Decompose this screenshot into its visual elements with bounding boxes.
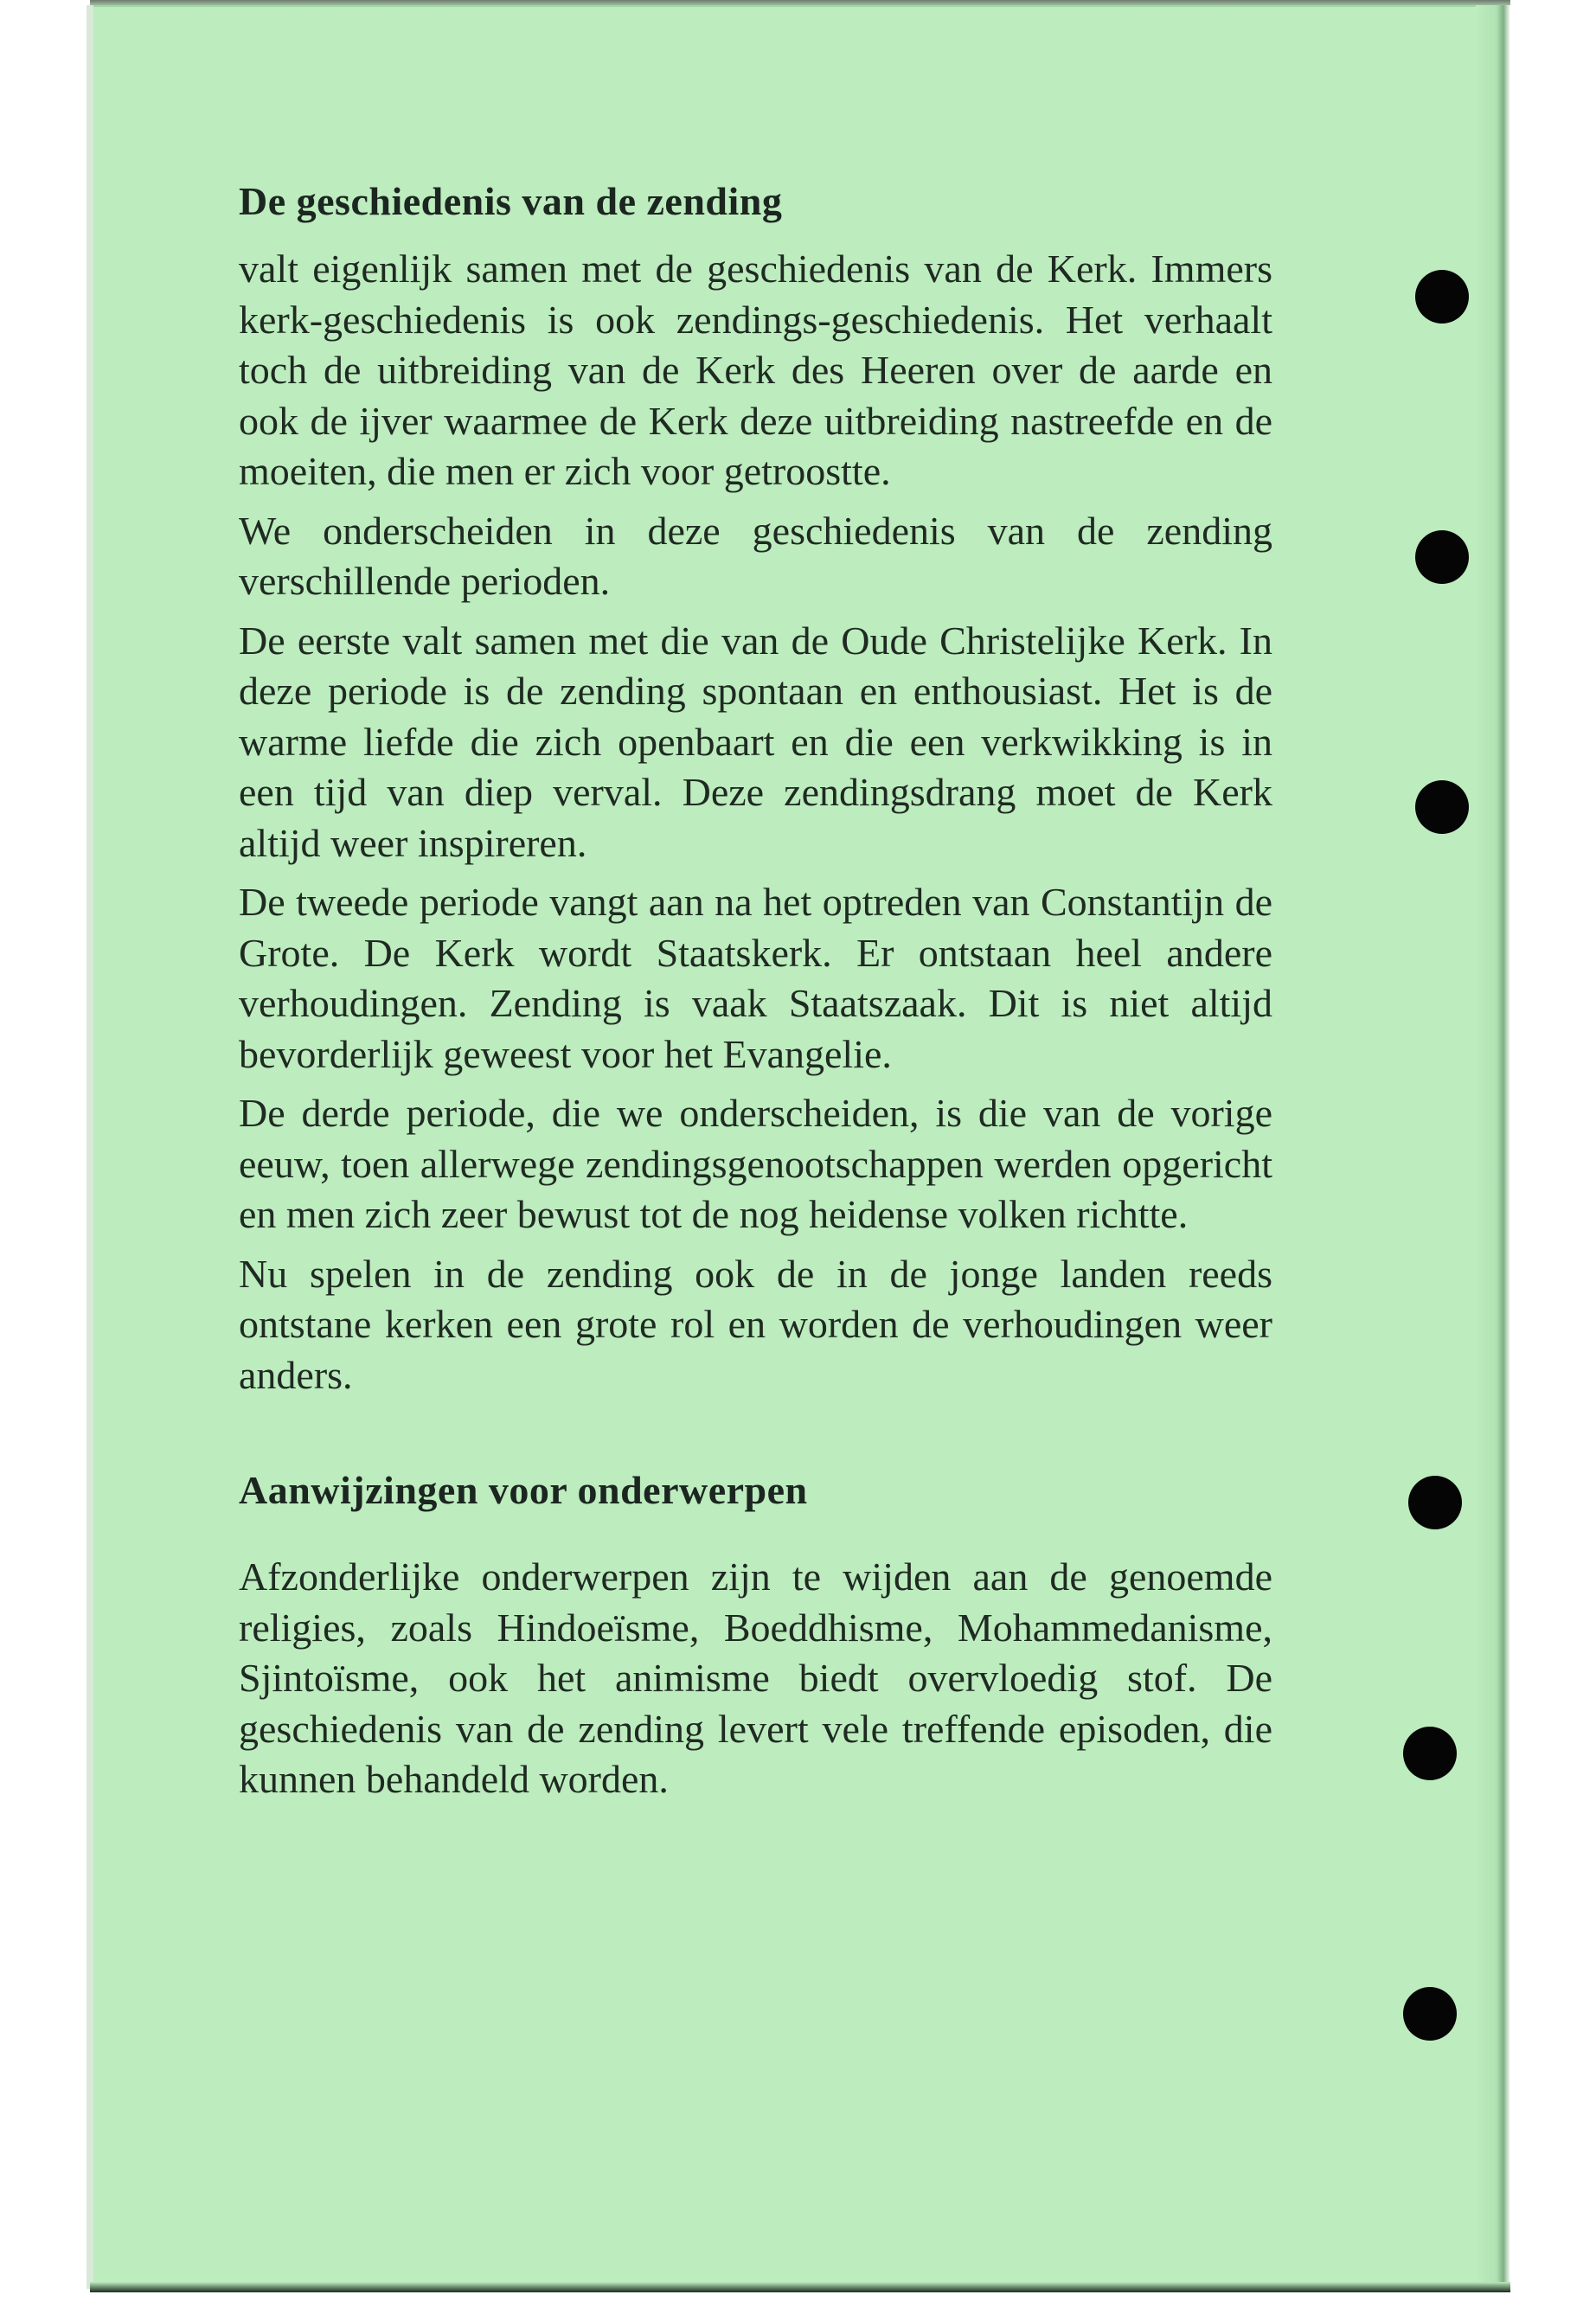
section-heading-topics: Aanwijzingen voor onderwerpen <box>239 1468 808 1513</box>
binder-hole <box>1408 1476 1462 1529</box>
paragraph: Nu spelen in de zending ook de in de jonge landen reeds ontstane kerken een grote rol en worden de verhoudingen weer anders. <box>239 1251 1272 1397</box>
binder-hole <box>1403 1727 1457 1780</box>
paragraph: Afzonderlijke onderwerpen zijn te wijden aan de genoemde religies, zoals Hindoeïsme, Boeddhisme, Mohammedanisme, Sjintoïsme, ook het animisme biedt overvloedig stof. De geschiedenis van de zending levert vele treffende episoden, die kunnen behandeld worden. <box>239 1554 1272 1802</box>
section-heading-history: De geschiedenis van de zending <box>239 179 783 223</box>
paragraph: valt eigenlijk samen met de geschiedenis van de Kerk. Immers kerk-geschiedenis is ook zendings-geschiedenis. Het verhaalt toch de uitbreiding van de Kerk des Heeren over de aarde en ook de ijver waarmee de Kerk deze uitbreiding nastreefde en de moeiten, die men er zich voor getroostte. <box>239 247 1272 494</box>
page-right-edge <box>1476 5 1510 2289</box>
text-column <box>239 177 1272 1814</box>
paragraph: De eerste valt samen met die van de Oude Christelijke Kerk. In deze periode is de zending spontaan en enthousiast. Het is de warme liefde die zich openbaart en die een verkwikking is in een tijd van diep verval. Deze zendingsdrang moet de Kerk altijd weer inspireren. <box>239 618 1272 865</box>
binder-hole <box>1415 780 1469 834</box>
binder-hole <box>1415 270 1469 324</box>
binder-hole <box>1415 530 1469 584</box>
page-bottom-edge <box>90 2282 1510 2292</box>
paragraph: We onderscheiden in deze geschiedenis van de zending verschillende perioden. <box>239 508 1272 604</box>
paragraph: De derde periode, die we onderscheiden, is die van de vorige eeuw, toen allerwege zendingsgenootschappen werden opgericht en men zich zeer bewust tot de nog heidense volken richtte. <box>239 1091 1272 1237</box>
page-left-edge <box>87 5 93 2289</box>
paragraph: De tweede periode vangt aan na het optreden van Constantijn de Grote. De Kerk wordt Staatskerk. Er ontstaan heel andere verhoudingen. Zending is vaak Staatszaak. Dit is niet altijd bevorderlijk geweest voor het Evangelie. <box>239 880 1272 1076</box>
binder-hole <box>1403 1987 1457 2041</box>
